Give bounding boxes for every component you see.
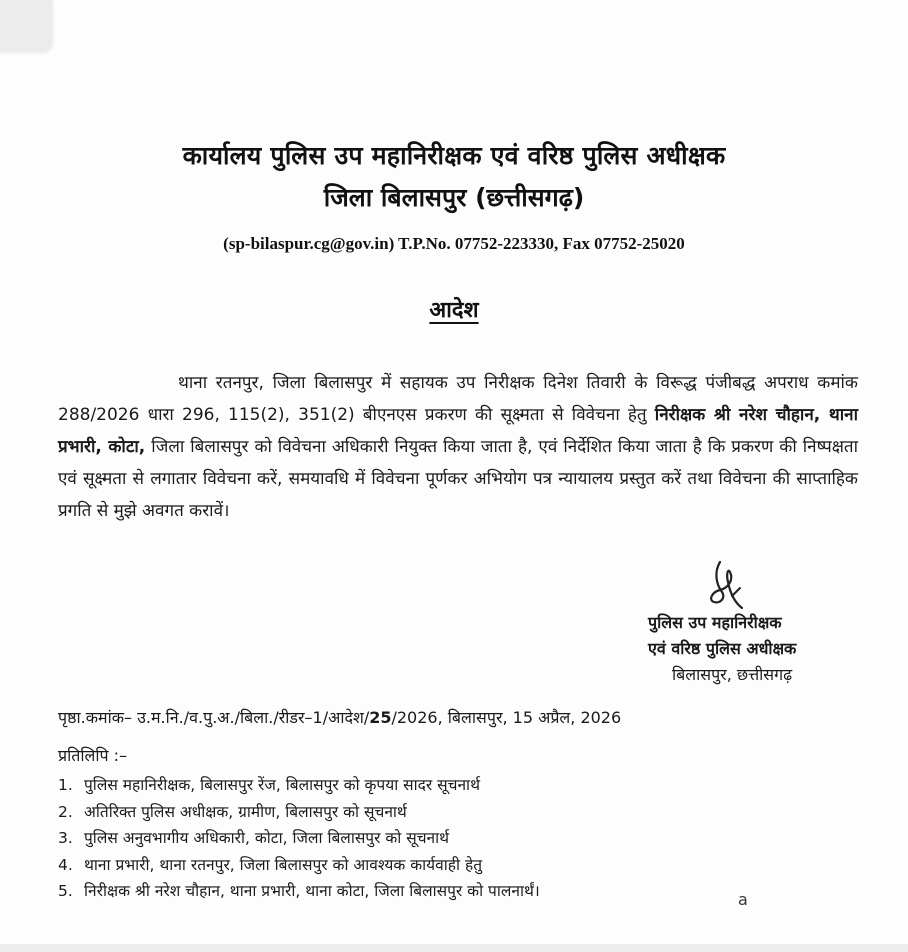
- reference-number: 25: [369, 708, 392, 727]
- list-item-number: 2.: [58, 802, 73, 821]
- list-item-number: 1.: [58, 776, 73, 794]
- page-corner-fold: [0, 0, 52, 52]
- signatory-designation: पुलिस उप महानिरीक्षक: [648, 613, 782, 632]
- reference-suffix: /2026, बिलासपुर, 15 अप्रैल, 2026: [391, 708, 622, 727]
- list-item-text: अतिरिक्त पुलिस अधीक्षक, ग्रामीण, बिलासपुर को सूचनार्थ: [84, 802, 407, 821]
- order-body-part2: जिला बिलासपुर को विवेचना अधिकारी नियुक्त किया जाता है, एवं निर्देशित किया जाता है कि प्रकरण की निष्पक्षता एवं सूक्ष्मता से लगातार विवेचना करें, समयावधि में विवेचना पूर्णकर अभियोग पत्र न्यायालय प्रस्तुत करें तथा विवेचना की साप्ताहिक प्रगति से मुझे अवगत करावें।: [58, 437, 859, 521]
- list-item-number: 4.: [58, 855, 73, 874]
- office-district: जिला बिलासपुर (छत्तीसगढ़): [323, 183, 585, 212]
- signatory-location: बिलासपुर, छत्तीसगढ़: [672, 665, 793, 684]
- copy-heading: प्रतिलिपि :–: [58, 746, 128, 765]
- contact-line: (sp-bilaspur.cg@gov.in) T.P.No. 07752-223330, Fax 07752-25020: [223, 234, 685, 253]
- order-body-officer: निरीक्षक श्री नरेश चौहान, थाना प्रभारी, कोटा,: [58, 405, 859, 457]
- list-item: [58, 825, 858, 852]
- order-body-part1: थाना रतनपुर, जिला बिलासपुर में सहायक उप निरीक्षक दिनेश तिवारी के विरूद्ध पंजीबद्ध अपराध कमांक 288/2026 धारा 296, 115(2), 351(2) बीएनएस प्रकरण की सूक्ष्मता से विवेचना हेतु: [58, 373, 858, 425]
- office-title: कार्यालय पुलिस उप महानिरीक्षक एवं वरिष्ठ पुलिस अधीक्षक: [182, 141, 726, 170]
- list-item: [58, 772, 858, 799]
- list-item-text: थाना प्रभारी, थाना रतनपुर, जिला बिलासपुर को आवश्यक कार्यवाही हेतु: [84, 855, 483, 874]
- order-body: [58, 367, 858, 527]
- order-title: आदेश: [429, 298, 479, 323]
- list-item-text: पुलिस महानिरीक्षक, बिलासपुर रेंज, बिलासपुर को कृपया सादर सूचनार्थ: [84, 776, 480, 794]
- signature-icon: [700, 558, 756, 618]
- list-item: [58, 852, 858, 879]
- list-item-number: 3.: [58, 829, 73, 847]
- signatory-designation-2: एवं वरिष्ठ पुलिस अधीक्षक: [648, 639, 797, 658]
- list-item: [58, 799, 858, 826]
- reference-line: [58, 706, 888, 728]
- list-item-number: 5.: [58, 882, 73, 900]
- initial-mark: a: [738, 890, 748, 909]
- list-item-text: निरीक्षक श्री नरेश चौहान, थाना प्रभारी, थाना कोटा, जिला बिलासपुर को पालनार्थं।: [84, 882, 540, 900]
- list-item-text: पुलिस अनुवभागीय अधिकारी, कोटा, जिला बिलासपुर को सूचनार्थ: [84, 829, 450, 847]
- reference-prefix: पृष्ठा.कमांक– उ.म.नि./व.पु.अ./बिला./रीडर–1/आदेश/: [58, 708, 370, 727]
- bottom-strip: [0, 944, 908, 952]
- copy-list: [58, 772, 858, 905]
- signatory-block: [648, 610, 898, 688]
